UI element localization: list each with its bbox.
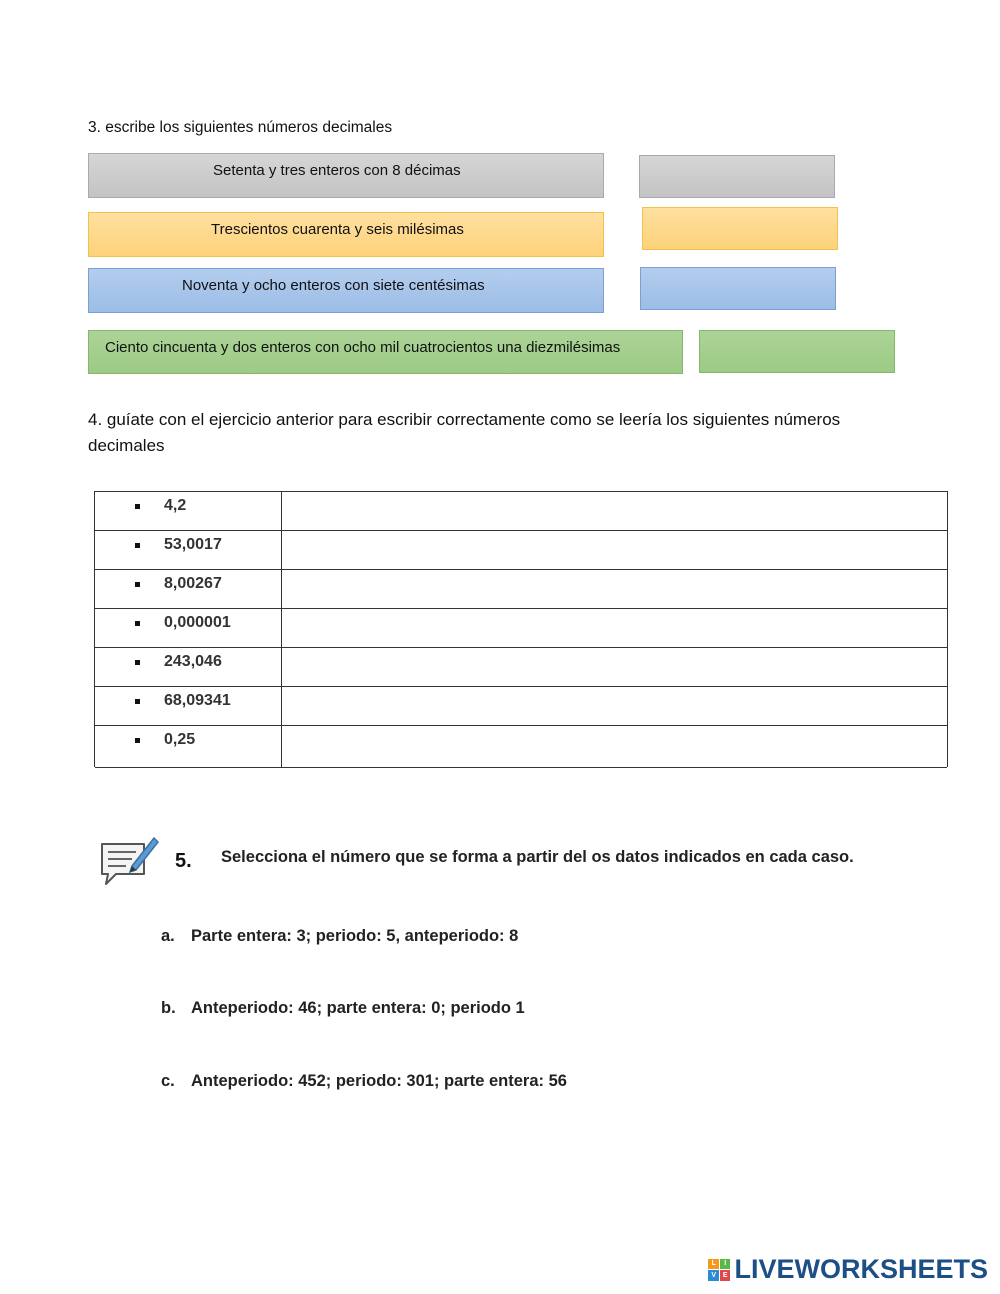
- section-4-title: 4. guíate con el ejercicio anterior para escribir correctamente como se leería los siguientes números decimales: [88, 410, 841, 455]
- number-cell: [95, 609, 282, 647]
- prompt-box-4: [88, 330, 683, 374]
- number-cell: [95, 648, 282, 686]
- logo-mark-cell: I: [720, 1259, 731, 1270]
- answer-input-1[interactable]: [639, 155, 835, 198]
- prompt-label-1: Setenta y tres enteros con 8 décimas: [213, 162, 461, 179]
- item-letter: c.: [161, 1072, 175, 1090]
- table-row: [95, 648, 947, 687]
- logo-text: LIVEWORKSHEETS: [734, 1254, 988, 1284]
- answer-input-2[interactable]: [642, 207, 838, 250]
- reading-answer-input[interactable]: [282, 726, 947, 767]
- decimals-table: [94, 491, 948, 767]
- decimal-value: 0,25: [164, 731, 196, 748]
- bullet-icon: [135, 543, 140, 548]
- reading-answer-input[interactable]: [282, 531, 947, 569]
- item-text: Anteperiodo: 46; parte entera: 0; periodo 1: [191, 999, 525, 1017]
- section-3-title: 3. escribe los siguientes números decimales: [88, 119, 393, 136]
- item-text: Anteperiodo: 452; periodo: 301; parte entera: 56: [191, 1072, 567, 1090]
- answer-input-3[interactable]: [640, 267, 836, 310]
- number-cell: [95, 492, 282, 530]
- bullet-icon: [135, 504, 140, 509]
- table-row: [95, 609, 947, 648]
- reading-answer-input[interactable]: [282, 609, 947, 647]
- bullet-icon: [135, 738, 140, 743]
- table-row: [95, 531, 947, 570]
- decimal-value: 8,00267: [164, 575, 222, 592]
- note-pencil-icon: [96, 834, 160, 892]
- number-cell: [95, 570, 282, 608]
- number-cell: [95, 687, 282, 725]
- prompt-box-1: [88, 153, 604, 198]
- reading-answer-input[interactable]: [282, 570, 947, 608]
- table-row: [95, 492, 947, 531]
- number-cell: [95, 726, 282, 767]
- logo-mark-icon: [708, 1259, 730, 1281]
- bullet-icon: [135, 699, 140, 704]
- prompt-label-4: Ciento cincuenta y dos enteros con ocho mil cuatrocientos una diezmilésimas: [105, 339, 621, 356]
- reading-answer-input[interactable]: [282, 687, 947, 725]
- decimal-value: 4,2: [164, 497, 187, 514]
- item-text: Parte entera: 3; periodo: 5, anteperiodo: 8: [191, 927, 519, 945]
- reading-answer-input[interactable]: [282, 492, 947, 530]
- number-cell: [95, 531, 282, 569]
- table-row: [95, 570, 947, 609]
- section-5-number: 5.: [175, 850, 192, 872]
- item-letter: b.: [161, 999, 176, 1017]
- decimal-value: 68,09341: [164, 692, 231, 709]
- table-row: [95, 687, 947, 726]
- logo-mark-cell: L: [708, 1259, 719, 1270]
- prompt-label-2: Trescientos cuarenta y seis milésimas: [211, 221, 464, 238]
- prompt-label-3: Noventa y ocho enteros con siete centésimas: [182, 277, 485, 294]
- decimal-value: 0,000001: [164, 614, 231, 631]
- answer-input-4[interactable]: [699, 330, 895, 373]
- section-5-title: Selecciona el número que se forma a partir del os datos indicados en cada caso.: [221, 848, 854, 866]
- decimal-value: 53,0017: [164, 536, 222, 553]
- item-letter: a.: [161, 927, 175, 945]
- bullet-icon: [135, 621, 140, 626]
- bullet-icon: [135, 582, 140, 587]
- decimal-value: 243,046: [164, 653, 222, 670]
- logo-mark-cell: E: [720, 1270, 731, 1281]
- logo-mark-cell: V: [708, 1270, 719, 1281]
- prompt-box-2: [88, 212, 604, 257]
- table-row: [95, 726, 947, 768]
- bullet-icon: [135, 660, 140, 665]
- reading-answer-input[interactable]: [282, 648, 947, 686]
- liveworksheets-logo: [708, 1254, 988, 1285]
- prompt-box-3: [88, 268, 604, 313]
